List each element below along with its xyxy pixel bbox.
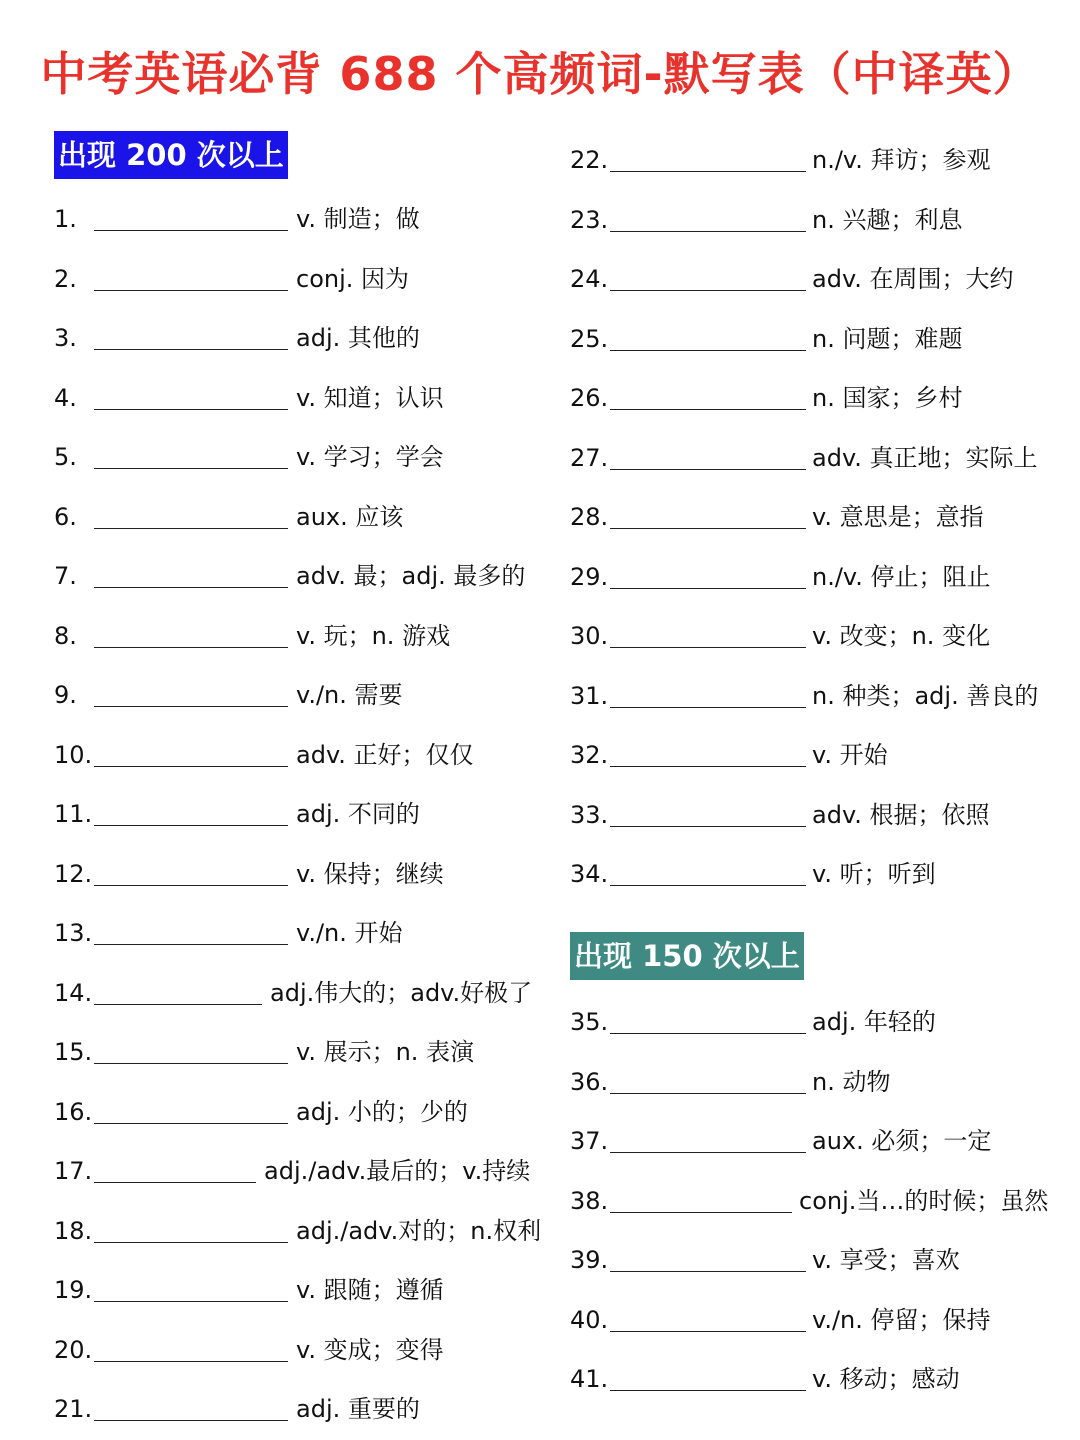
- item-meaning: adj. 小的；少的: [296, 1097, 468, 1126]
- item-number: 34.: [570, 860, 609, 888]
- item-meaning: adv. 根据；依照: [812, 800, 990, 829]
- vocab-row: [570, 140, 1070, 180]
- item-meaning: adv. 正好；仅仅: [296, 740, 474, 769]
- answer-blank[interactable]: [94, 1242, 288, 1243]
- answer-blank[interactable]: [94, 1004, 262, 1005]
- item-number: 31.: [570, 681, 609, 710]
- answer-blank[interactable]: [610, 1390, 806, 1391]
- item-meaning: v. 知道；认识: [296, 383, 444, 412]
- vocab-row: [570, 378, 1070, 418]
- vocab-row: [54, 1330, 554, 1370]
- vocab-row: [570, 854, 1070, 894]
- answer-blank[interactable]: [610, 1331, 806, 1332]
- vocab-row: [570, 1121, 1070, 1161]
- answer-blank[interactable]: [610, 1271, 806, 1272]
- item-number: 18.: [54, 1216, 93, 1245]
- vocab-row: [54, 1092, 554, 1132]
- answer-blank[interactable]: [610, 350, 806, 351]
- answer-blank[interactable]: [94, 825, 288, 826]
- vocab-row: [570, 676, 1070, 716]
- item-number: 11.: [54, 800, 93, 828]
- answer-blank[interactable]: [94, 944, 288, 945]
- answer-blank[interactable]: [94, 1420, 288, 1421]
- vocab-row: [54, 1211, 554, 1251]
- answer-blank[interactable]: [94, 706, 288, 707]
- item-meaning: n./v. 停止；阻止: [812, 562, 991, 591]
- answer-blank[interactable]: [94, 290, 288, 291]
- answer-blank[interactable]: [610, 885, 806, 886]
- item-meaning: v. 跟随；遵循: [296, 1276, 444, 1304]
- item-number: 2.: [54, 264, 77, 293]
- item-meaning: v./n. 停留；保持: [812, 1305, 991, 1334]
- vocab-row: [570, 497, 1070, 537]
- item-number: 13.: [54, 919, 93, 947]
- answer-blank[interactable]: [94, 1063, 288, 1064]
- vocab-row: [54, 259, 554, 299]
- answer-blank[interactable]: [94, 528, 288, 529]
- section-header-200: 出现 200 次以上: [54, 131, 288, 179]
- item-number: 7.: [54, 562, 77, 590]
- vocab-row: [54, 1032, 554, 1072]
- item-meaning: n. 兴趣；利息: [812, 205, 963, 234]
- item-number: 3.: [54, 324, 77, 352]
- section-header-150: 出现 150 次以上: [570, 932, 804, 980]
- item-meaning: n. 问题；难题: [812, 324, 963, 353]
- item-meaning: v./n. 开始: [296, 919, 403, 947]
- item-meaning: adj. 不同的: [296, 800, 420, 828]
- item-number: 12.: [54, 859, 93, 888]
- vocab-row: [54, 735, 554, 775]
- vocab-row: [570, 1240, 1070, 1280]
- vocab-row: [570, 259, 1070, 299]
- answer-blank[interactable]: [610, 647, 806, 648]
- vocab-row: [54, 913, 554, 953]
- item-meaning: n. 动物: [812, 1067, 891, 1096]
- item-meaning: aux. 应该: [296, 502, 404, 531]
- answer-blank[interactable]: [610, 290, 806, 291]
- vocab-row: [570, 557, 1070, 597]
- item-number: 26.: [570, 384, 609, 412]
- vocab-row: [570, 1359, 1070, 1399]
- item-number: 30.: [570, 622, 609, 650]
- item-meaning: v. 展示；n. 表演: [296, 1038, 475, 1066]
- vocab-row: [570, 1002, 1070, 1042]
- answer-blank[interactable]: [94, 1182, 256, 1183]
- answer-blank[interactable]: [610, 171, 806, 172]
- vocab-row: [54, 437, 554, 477]
- item-number: 25.: [570, 324, 609, 353]
- vocab-row: [570, 438, 1070, 478]
- item-number: 20.: [54, 1335, 93, 1364]
- vocab-row: [54, 1151, 554, 1191]
- answer-blank[interactable]: [610, 1152, 806, 1153]
- vocab-row: [54, 1270, 554, 1310]
- item-number: 23.: [570, 205, 609, 234]
- item-meaning: v. 制造；做: [296, 205, 420, 233]
- item-number: 9.: [54, 681, 77, 709]
- answer-blank[interactable]: [94, 885, 288, 886]
- item-meaning: adv. 在周围；大约: [812, 265, 1014, 293]
- answer-blank[interactable]: [94, 468, 288, 469]
- item-number: 39.: [570, 1246, 609, 1274]
- vocab-row: [54, 854, 554, 894]
- vocab-row: [570, 795, 1070, 835]
- item-number: 27.: [570, 443, 609, 472]
- vocab-row: [54, 378, 554, 418]
- answer-blank[interactable]: [610, 1093, 806, 1094]
- item-meaning: v./n. 需要: [296, 681, 403, 709]
- item-number: 5.: [54, 443, 77, 471]
- answer-blank[interactable]: [610, 707, 806, 708]
- vocab-row: [54, 973, 554, 1013]
- item-number: 17.: [54, 1157, 93, 1185]
- vocab-row: [570, 1181, 1070, 1221]
- item-number: 15.: [54, 1038, 93, 1066]
- vocab-row: [570, 200, 1070, 240]
- item-number: 38.: [570, 1186, 609, 1215]
- answer-blank[interactable]: [94, 349, 288, 350]
- answer-blank[interactable]: [610, 1033, 806, 1034]
- item-meaning: adj. 其他的: [296, 324, 420, 352]
- vocab-row: [54, 794, 554, 834]
- item-number: 35.: [570, 1008, 609, 1036]
- item-meaning: v. 保持；继续: [296, 859, 444, 888]
- answer-blank[interactable]: [610, 1212, 792, 1213]
- vocab-row: [570, 735, 1070, 775]
- item-number: 8.: [54, 621, 77, 650]
- item-meaning: adj./adv.最后的；v.持续: [264, 1157, 531, 1185]
- item-meaning: adj./adv.对的；n.权利: [296, 1216, 542, 1245]
- item-number: 37.: [570, 1127, 609, 1155]
- item-number: 10.: [54, 740, 93, 769]
- answer-blank[interactable]: [610, 826, 806, 827]
- item-meaning: adv. 最；adj. 最多的: [296, 562, 526, 590]
- item-meaning: v. 享受；喜欢: [812, 1246, 960, 1274]
- vocab-row: [54, 318, 554, 358]
- item-meaning: v. 学习；学会: [296, 443, 444, 471]
- item-meaning: aux. 必须；一定: [812, 1127, 992, 1155]
- item-meaning: adj. 年轻的: [812, 1008, 936, 1036]
- answer-blank[interactable]: [610, 766, 806, 767]
- item-number: 4.: [54, 383, 77, 412]
- vocab-row: [54, 199, 554, 239]
- answer-blank[interactable]: [94, 766, 288, 767]
- item-number: 32.: [570, 741, 609, 769]
- item-meaning: v. 意思是；意指: [812, 503, 984, 531]
- answer-blank[interactable]: [94, 230, 288, 231]
- item-number: 33.: [570, 800, 609, 829]
- answer-blank[interactable]: [94, 1123, 288, 1124]
- item-meaning: n./v. 拜访；参观: [812, 146, 991, 174]
- item-number: 6.: [54, 502, 77, 531]
- item-meaning: v. 开始: [812, 741, 888, 769]
- vocab-row: [54, 556, 554, 596]
- vocab-row: [54, 1389, 554, 1429]
- vocab-row: [54, 675, 554, 715]
- item-meaning: adj.伟大的；adv.好极了: [270, 978, 533, 1007]
- item-meaning: v. 玩；n. 游戏: [296, 621, 451, 650]
- answer-blank[interactable]: [610, 469, 806, 470]
- item-meaning: n. 国家；乡村: [812, 384, 963, 412]
- vocab-row: [54, 497, 554, 537]
- item-number: 16.: [54, 1097, 93, 1126]
- item-meaning: v. 改变；n. 变化: [812, 622, 991, 650]
- answer-blank[interactable]: [610, 528, 806, 529]
- item-meaning: conj.当…的时候；虽然: [799, 1186, 1049, 1215]
- answer-blank[interactable]: [94, 647, 288, 648]
- item-number: 24.: [570, 265, 609, 293]
- answer-blank[interactable]: [94, 409, 288, 410]
- item-meaning: adj. 重要的: [296, 1395, 420, 1423]
- item-number: 28.: [570, 503, 609, 531]
- item-number: 29.: [570, 562, 609, 591]
- item-number: 1.: [54, 205, 77, 233]
- answer-blank[interactable]: [94, 1361, 288, 1362]
- item-meaning: v. 变成；变得: [296, 1335, 444, 1364]
- vocab-row: [570, 319, 1070, 359]
- vocab-row: [54, 616, 554, 656]
- item-number: 14.: [54, 978, 93, 1007]
- answer-blank[interactable]: [610, 231, 806, 232]
- item-number: 21.: [54, 1395, 93, 1423]
- item-meaning: adv. 真正地；实际上: [812, 443, 1038, 472]
- page-title: 中考英语必背 688 个高频词-默写表（中译英）: [40, 47, 1040, 101]
- item-number: 36.: [570, 1067, 609, 1096]
- answer-blank[interactable]: [94, 1301, 288, 1302]
- answer-blank[interactable]: [610, 588, 806, 589]
- item-meaning: v. 听；听到: [812, 860, 936, 888]
- item-number: 19.: [54, 1276, 93, 1304]
- item-meaning: v. 移动；感动: [812, 1365, 960, 1393]
- vocab-row: [570, 616, 1070, 656]
- answer-blank[interactable]: [94, 587, 288, 588]
- vocab-row: [570, 1300, 1070, 1340]
- item-number: 22.: [570, 146, 609, 174]
- answer-blank[interactable]: [610, 409, 806, 410]
- item-meaning: conj. 因为: [296, 264, 410, 293]
- item-number: 41.: [570, 1365, 609, 1393]
- item-meaning: n. 种类；adj. 善良的: [812, 681, 1039, 710]
- vocab-row: [570, 1062, 1070, 1102]
- item-number: 40.: [570, 1305, 609, 1334]
